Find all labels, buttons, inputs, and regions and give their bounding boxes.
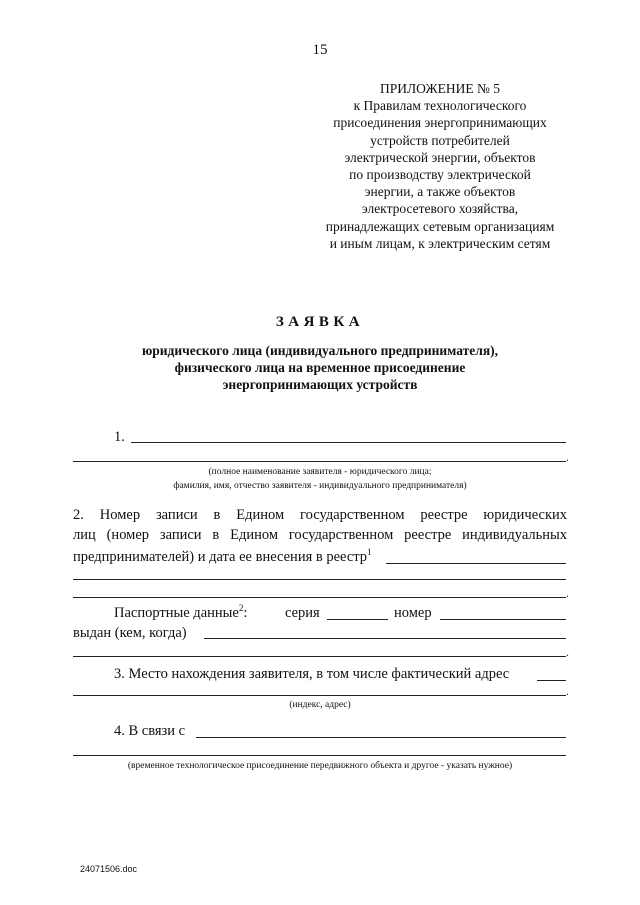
appendix-line: по производству электрической (349, 167, 531, 183)
address-field[interactable] (537, 680, 566, 681)
section2-line: 2. Номер записи в Едином государственном реестре юридических (73, 507, 567, 523)
subtitle-line: энергопринимающих устройств (222, 377, 418, 392)
appendix-header (290, 80, 590, 252)
document-title: ЗАЯВКА (275, 314, 365, 330)
connection-reason-field-line2[interactable] (73, 755, 566, 756)
document-subtitle (0, 342, 640, 393)
passport-number-field[interactable] (440, 619, 566, 620)
passport-issued-field-line2[interactable] (73, 656, 566, 657)
subtitle-line: физического лица на временное присоединение (174, 360, 466, 375)
connection-reason-field[interactable] (196, 737, 566, 738)
appendix-line: к Правилам технологического (353, 98, 527, 114)
section1-number: 1. (114, 429, 125, 445)
number-label: номер (394, 605, 432, 621)
passport-label (114, 604, 247, 622)
line-end-dot: . (566, 684, 569, 698)
line-end-dot: . (566, 645, 569, 659)
section1-hint: фамилия, имя, отчество заявителя - индивидуального предпринимателя) (173, 481, 467, 491)
appendix-line: присоединения энергопринимающих (333, 115, 547, 131)
footnote-mark: 1 (367, 547, 372, 558)
applicant-name-field-line2[interactable] (73, 461, 566, 462)
section4-text: 4. В связи с (114, 723, 186, 739)
section2-line: лиц (номер записи в Едином государственном реестре индивидуальных (73, 527, 567, 543)
appendix-line: электросетевого хозяйства, (361, 201, 519, 217)
line-end-dot: . (566, 450, 569, 464)
section3-text: 3. Место нахождения заявителя, в том числе фактический адрес (114, 666, 510, 682)
appendix-line: принадлежащих сетевым организациям (325, 218, 555, 234)
registry-number-field-line3[interactable] (73, 597, 566, 598)
section3-hint: (индекс, адрес) (289, 700, 351, 710)
registry-number-field[interactable] (386, 563, 566, 564)
address-field-line2[interactable] (73, 695, 566, 696)
appendix-line: энергии, а также объектов (364, 184, 516, 200)
issued-label: выдан (кем, когда) (73, 625, 187, 641)
section4-hint: (временное технологическое присоединение передвижного объекта и другое - указать нужное) (127, 761, 513, 771)
appendix-line: ПРИЛОЖЕНИЕ № 5 (379, 81, 501, 96)
page-number: 15 (312, 42, 328, 58)
passport-issued-field[interactable] (204, 638, 566, 639)
registry-number-field-line2[interactable] (73, 579, 566, 580)
footnote-mark: 2 (238, 603, 244, 614)
line-end-dot: . (566, 586, 569, 600)
appendix-line: и иным лицам, к электрическим сетям (329, 235, 551, 251)
passport-colon: : (243, 605, 248, 621)
section2-line (73, 548, 372, 566)
appendix-line: электрической энергии, объектов (344, 149, 536, 165)
series-label: серия (285, 605, 320, 621)
appendix-line: устройств потребителей (370, 132, 510, 148)
section2-line3-text: предпринимателей) и дата ее внесения в реестр (73, 549, 368, 565)
applicant-name-field[interactable] (131, 442, 566, 443)
passport-label-text: Паспортные данные (114, 605, 239, 621)
file-name-footer: 24071506.doc (80, 864, 138, 874)
section1-hint: (полное наименование заявителя - юридического лица; (208, 467, 432, 477)
subtitle-line: юридического лица (индивидуального предпринимателя), (141, 343, 499, 358)
passport-series-field[interactable] (327, 619, 388, 620)
